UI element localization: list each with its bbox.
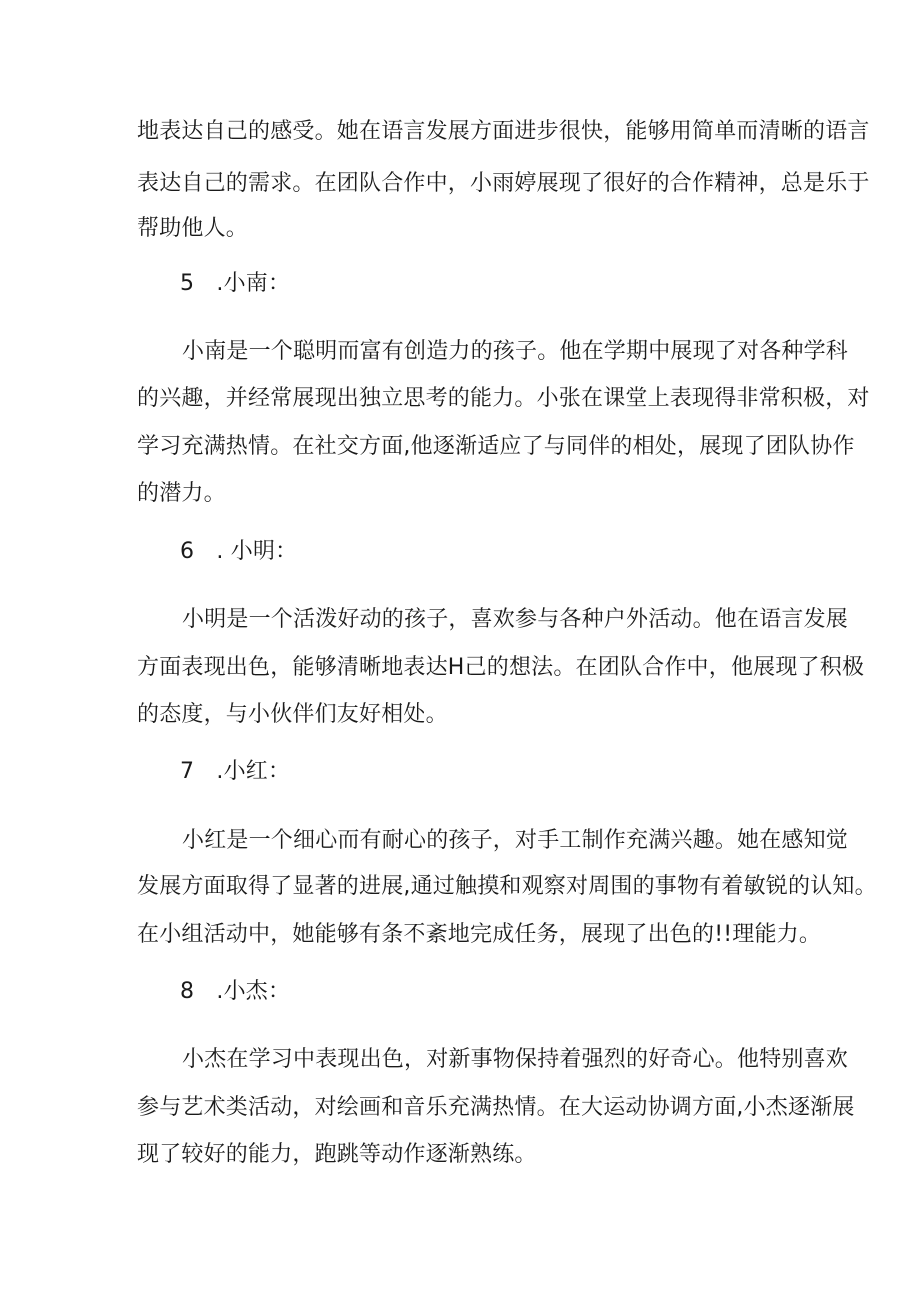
xiaohong-line-1: 小红是一个细心而有耐心的孩子，对手工制作充满兴趣。她在感知觉 <box>182 828 849 853</box>
xiaonan-line-2: 的兴趣，并经常展现出独立思考的能力。小张在课堂上表现得非常积极，对 <box>137 386 870 411</box>
intro-line-1: 地表达自己的感受。她在语言发展方面进步很快，能够用简单而清晰的语言 <box>137 119 870 144</box>
xiaonan-line-3: 学习充满热情。在社交方面,他逐渐适应了与同伴的相处，展现了团队协作 <box>137 434 855 459</box>
xiaoming-line-3: 的态度，与小伙伴们友好相处。 <box>137 702 448 727</box>
section-heading-xiaohong: 7 .小红： <box>180 759 291 784</box>
xiaojie-line-3: 现了较好的能力，跑跳等动作逐渐熟练。 <box>137 1142 537 1167</box>
section-heading-xiaojie: 8 .小杰： <box>180 979 291 1004</box>
xiaojie-line-2: 参与艺术类活动，对绘画和音乐充满热情。在大运动协调方面,小杰逐渐展 <box>137 1095 855 1120</box>
xiaojie-line-1: 小杰在学习中表现出色，对新事物保持着强烈的好奇心。他特别喜欢 <box>182 1047 849 1072</box>
xiaoming-line-2: 方面表现出色，能够清晰地表达H己的想法。在团队合作中，他展现了积极 <box>137 655 865 680</box>
section-heading-xiaoming: 6 . 小明： <box>180 539 298 564</box>
intro-line-3: 帮助他人。 <box>137 216 249 241</box>
xiaonan-line-4: 的潜力。 <box>137 481 226 506</box>
xiaohong-line-3: 在小组活动中，她能够有条不紊地完成任务，展现了出色的!!理能力。 <box>137 922 822 947</box>
xiaohong-line-2: 发展方面取得了显著的进展,通过触摸和观察对周围的事物有着敏锐的认知。 <box>137 874 877 899</box>
xiaonan-line-1: 小南是一个聪明而富有创造力的孩子。他在学期中展现了对各种学科 <box>182 339 849 364</box>
xiaoming-line-1: 小明是一个活泼好动的孩子，喜欢参与各种户外活动。他在语言发展 <box>182 607 849 632</box>
intro-line-2: 表达自己的需求。在团队合作中，小雨婷展现了很好的合作精神，总是乐于 <box>137 171 870 196</box>
section-heading-xiaonan: 5 .小南： <box>180 271 291 296</box>
